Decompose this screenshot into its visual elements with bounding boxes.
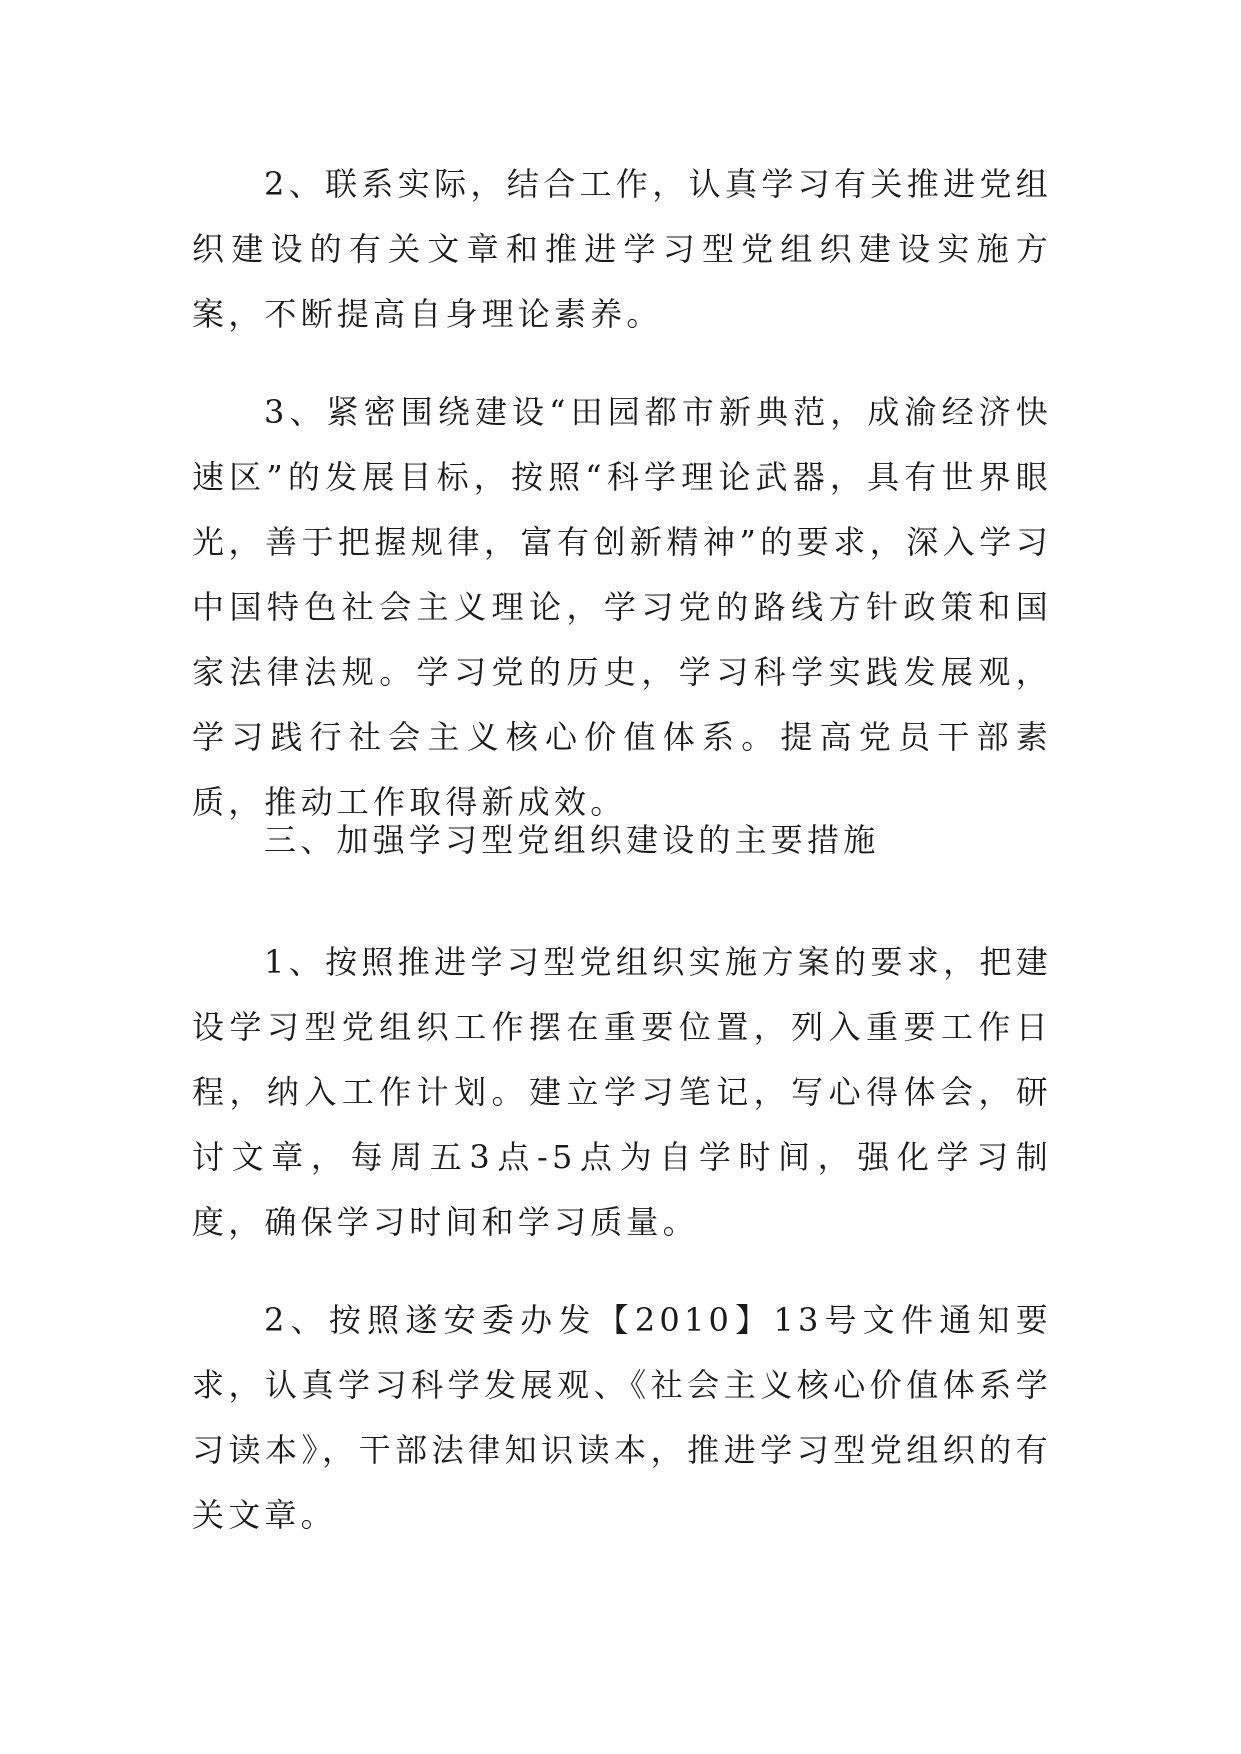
measure-item-1: 1、按照推进学习型党组织实施方案的要求，把建设学习型党组织工作摆在重要位置，列入重要工作日程，纳入工作计划。建立学习笔记，写心得体会，研讨文章，每周五3点-5点为自学时间，强化学习制度，确保学习时间和学习质量。 [192,943,1052,1241]
section-heading-3: 三、加强学习型党组织建设的主要措施 [264,821,880,859]
measure-item-2: 2、按照遂安委办发【2010】13号文件通知要求，认真学习科学发展观、《社会主义核心价值体系学习读本》，干部法律知识读本，推进学习型党组织的有关文章。 [192,1301,1052,1534]
paragraph-item-3: 3、紧密围绕建设“田园都市新典范，成渝经济快速区”的发展目标，按照“科学理论武器，具有世界眼光，善于把握规律，富有创新精神”的要求，深入学习中国特色社会主义理论，学习党的路线方针政策和国家法律法规。学习党的历史，学习科学实践发展观，学习践行社会主义核心价值体系。提高党员干部素质，推动工作取得新成效。 [192,393,1052,821]
paragraph-item-2: 2、联系实际，结合工作，认真学习有关推进党组织建设的有关文章和推进学习型党组织建设实施方案，不断提高自身理论素养。 [192,165,1052,333]
